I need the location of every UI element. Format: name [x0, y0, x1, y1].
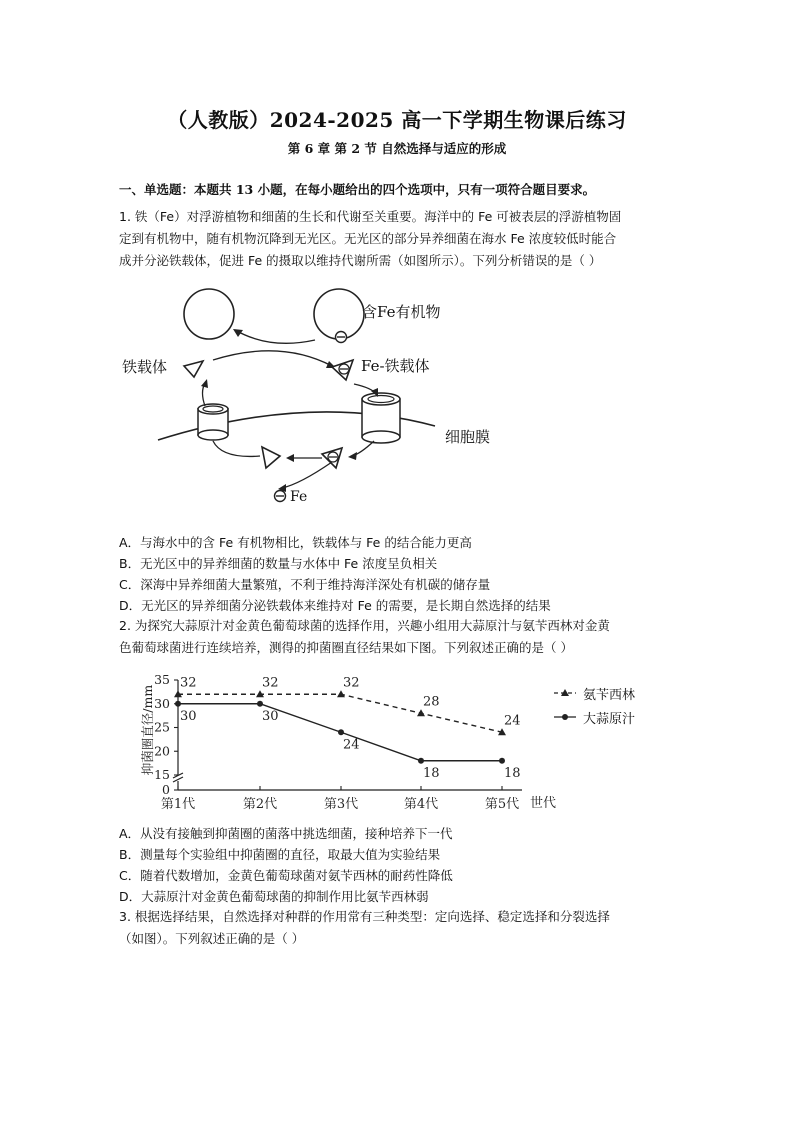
y-axis-label: 抑菌圈直径/mm — [140, 684, 155, 776]
arrow-siderophore-to-complex — [213, 351, 332, 366]
label-fe: Fe — [290, 489, 308, 505]
label-membrane: 细胞膜 — [445, 428, 491, 446]
data-point-triangle — [337, 690, 345, 697]
question-1-line-1: 1. 铁（Fe）对浮游植物和细菌的生长和代谢至关重要。海洋中的 Fe 可被表层的浮游植物固 — [119, 209, 622, 224]
question-2-line-1: 2. 为探究大蒜原汁对金黄色葡萄球菌的选择作用，兴趣小组用大蒜原汁与氨苄西林对金黄 — [119, 618, 610, 633]
organic-particle-left — [184, 289, 234, 339]
label-siderophore: 铁载体 — [122, 358, 168, 376]
question-2-option-b: B．测量每个实验组中抑菌圈的直径，取最大值为实验结果 — [119, 847, 441, 862]
label-fe-siderophore: Fe-铁载体 — [361, 357, 430, 375]
question-2-option-c: C．随着代数增加，金黄色葡萄球菌对氨苄西林的耐药性降低 — [119, 868, 453, 883]
x-tick-label: 第4代 — [403, 797, 439, 812]
x-tick-label: 第1代 — [160, 797, 196, 812]
data-point-circle — [175, 701, 181, 707]
y-tick-label: 30 — [154, 695, 170, 711]
legend-label-ampicillin: 氨苄西林 — [583, 688, 636, 703]
x-axis-label: 世代 — [530, 796, 557, 811]
question-3-line-1: 3. 根据选择结果，自然选择对种群的作用常有三种类型：定向选择、稳定选择和分裂选择 — [119, 909, 610, 924]
transporter-right — [362, 393, 400, 443]
legend — [554, 693, 576, 717]
data-label: 18 — [504, 765, 521, 781]
data-label: 28 — [423, 694, 440, 710]
x-tick-label: 第3代 — [323, 797, 359, 812]
question-1-stem — [119, 206, 679, 272]
inhibition-zone-chart — [130, 672, 580, 820]
question-1-option-d: D．无光区的异养细菌分泌铁载体来维持对 Fe 的需要，是长期自然选择的结果 — [119, 598, 551, 613]
page-title: （人教版）2024-2025 高一下学期生物课后练习 — [167, 108, 627, 132]
transporter-left — [198, 404, 228, 440]
question-1-option-a: A．与海水中的含 Fe 有机物相比，铁载体与 Fe 的结合能力更高 — [119, 535, 472, 550]
question-2-option-a: A．从没有接触到抑菌圈的菌落中挑选细菌，接种培养下一代 — [119, 826, 453, 841]
data-point-circle — [418, 758, 424, 764]
question-3-line-2: （如图）。下列叙述正确的是（ ） — [119, 931, 305, 946]
data-point-circle — [499, 758, 505, 764]
data-label: 32 — [180, 675, 197, 691]
data-label: 18 — [423, 765, 440, 781]
y-tick-label: 0 — [162, 782, 170, 797]
siderophore-triangle — [184, 361, 203, 377]
data-label: 24 — [504, 713, 521, 729]
y-tick-label: 20 — [154, 743, 170, 759]
x-tick-label: 第2代 — [242, 797, 278, 812]
arrow-complex-release-fe — [282, 462, 332, 488]
data-label: 32 — [262, 675, 279, 691]
y-tick-label: 35 — [154, 672, 170, 687]
series-line-0 — [178, 694, 502, 732]
data-point-circle — [257, 701, 263, 707]
data-label: 30 — [180, 708, 197, 724]
data-point-circle — [338, 729, 344, 735]
arrow-down-into-right-transporter — [354, 384, 376, 394]
question-1-line-3: 成并分泌铁载体，促进 Fe 的摄取以维持代谢所需（如图所示）。下列分析错误的是（ ） — [119, 253, 602, 268]
page-subtitle: 第 6 章 第 2 节 自然选择与适应的形成 — [287, 141, 507, 156]
data-label: 30 — [262, 708, 279, 724]
question-1-option-b: B．无光区中的异养细菌的数量与水体中 Fe 浓度呈负相关 — [119, 556, 438, 571]
legend-marker-circle — [562, 714, 568, 720]
y-tick-label: 25 — [154, 719, 170, 735]
data-label: 32 — [343, 675, 360, 691]
arrow-organic-to-left — [235, 330, 315, 343]
question-3-stem — [119, 906, 679, 950]
label-organic: 含Fe有机物 — [362, 303, 441, 321]
data-point-triangle — [417, 709, 425, 716]
arrow-siderophore-out-left-transporter — [213, 441, 260, 456]
legend-label-garlic: 大蒜原汁 — [583, 712, 636, 727]
data-label: 24 — [343, 737, 360, 753]
section-heading: 一、单选题：本题共 13 小题，在每小题给出的四个选项中，只有一项符合题目要求。 — [119, 182, 596, 197]
y-tick-label: 15 — [154, 767, 170, 782]
question-1-option-c: C．深海中异养细菌大量繁殖，不利于维持海洋深处有机碳的储存量 — [119, 577, 491, 592]
question-2-option-d: D．大蒜原汁对金黄色葡萄球菌的抑制作用比氨苄西林弱 — [119, 889, 429, 904]
question-2-stem — [119, 615, 679, 659]
question-2-line-2: 色葡萄球菌进行连续培养，测得的抑菌圈直径结果如下图。下列叙述正确的是（ ） — [119, 640, 573, 655]
inner-siderophore — [262, 447, 280, 468]
iron-uptake-diagram — [110, 284, 510, 514]
x-tick-label: 第5代 — [484, 797, 520, 812]
question-1-line-2: 定到有机物中，随有机物沉降到无光区。无光区的部分异养细菌在海水 Fe 浓度较低时能合 — [119, 231, 617, 246]
